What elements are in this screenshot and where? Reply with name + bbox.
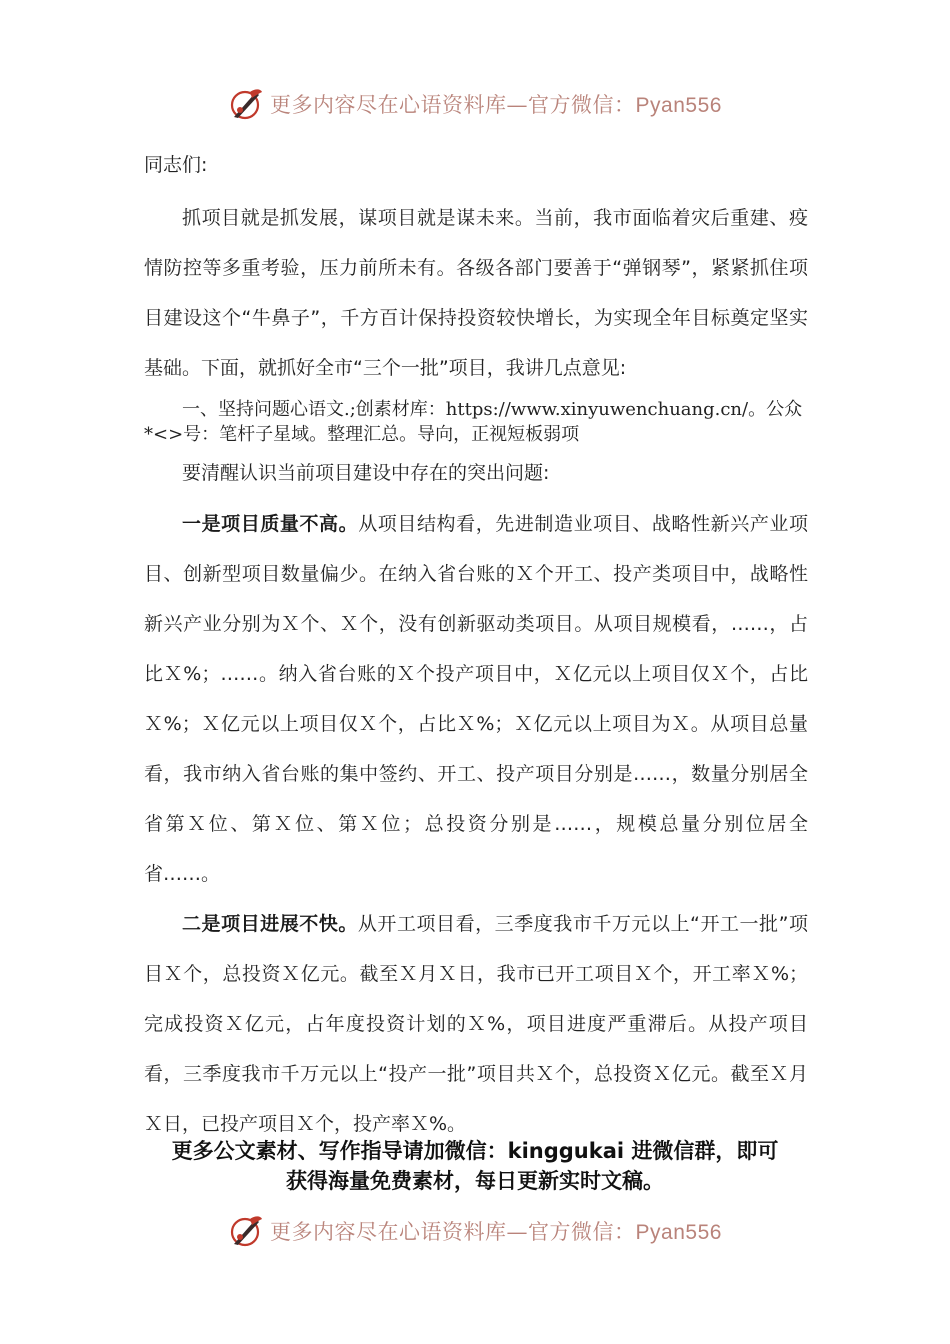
- footer-wechat-id: Pyan556: [635, 1221, 722, 1244]
- banner-site-text: 更多内容尽在心语资料库—官方微信：: [270, 93, 636, 117]
- point1-body: 从项目结构看，先进制造业项目、战略性新兴产业项目、创新型项目数量偏少。在纳入省台账的Ｘ个开工、投产类项目中，战略性新兴产业分别为Ｘ个、Ｘ个，没有创新驱动类项目。从项目规模看，……，占比Ｘ%；……。纳入省台账的Ｘ个投产项目中，Ｘ亿元以上项目仅Ｘ个，占比Ｘ%；Ｘ亿元以上项目仅Ｘ个，占比Ｘ%；Ｘ亿元以上项目为Ｘ。从项目总量看，我市纳入省台账的集中签约、开工、投产项目分别是……，数量分别居全省第Ｘ位、第Ｘ位、第Ｘ位；总投资分别是……，规模总量分别位居全省……。: [144, 513, 809, 885]
- intro-paragraph: 抓项目就是抓发展，谋项目就是谋未来。当前，我市面临着灾后重建、疫情防控等多重考验，压力前所未有。各级各部门要善于“弹钢琴”，紧紧抓住项目建设这个“牛鼻子”，千方百计保持投资较快增长，为实现全年目标奠定坚实基础。下面，就抓好全市“三个一批”项目，我讲几点意见:: [144, 207, 808, 379]
- footer-banner-text: [270, 1216, 722, 1246]
- document-body: [144, 145, 808, 1149]
- section1-heading: 一、坚持问题心语文.;创素材库：https://www.xinyuwenchuang.cn/。公众*<>号：笔杆子星域。整理汇总。导向，正视短板弱项: [144, 399, 803, 445]
- point2-paragraph: [144, 899, 808, 1149]
- footer-site-text: 更多内容尽在心语资料库—官方微信：: [270, 1220, 636, 1244]
- point1-paragraph: [144, 499, 808, 899]
- promo-block: [0, 1136, 950, 1196]
- promo-line-2: 获得海量免费素材，每日更新实时文稿。: [286, 1169, 664, 1193]
- quill-pen-logo-icon: [228, 86, 264, 122]
- promo-line-1: 更多公文素材、写作指导请加微信：kinggukai 进微信群，即可: [171, 1139, 779, 1163]
- quill-pen-logo-icon: [228, 1213, 264, 1249]
- salutation: 同志们:: [144, 154, 208, 176]
- banner-wechat-id: Pyan556: [635, 94, 722, 117]
- header-banner: [0, 84, 950, 124]
- point1-title: 一是项目质量不高。: [182, 513, 359, 535]
- section1-lead: 要清醒认识当前项目建设中存在的突出问题:: [182, 462, 550, 484]
- point2-title: 二是项目进展不快。: [182, 913, 358, 935]
- point2-body: 从开工项目看，三季度我市千万元以上“开工一批”项目Ｘ个，总投资Ｘ亿元。截至Ｘ月Ｘ日，我市已开工项目Ｘ个，开工率Ｘ%；完成投资Ｘ亿元，占年度投资计划的Ｘ%，项目进度严重滞后。从投产项目看，三季度我市千万元以上“投产一批”项目共Ｘ个，总投资Ｘ亿元。截至Ｘ月Ｘ日，已投产项目Ｘ个，投产率Ｘ%。: [144, 913, 808, 1135]
- banner-text: [270, 89, 722, 119]
- footer-banner: [0, 1211, 950, 1251]
